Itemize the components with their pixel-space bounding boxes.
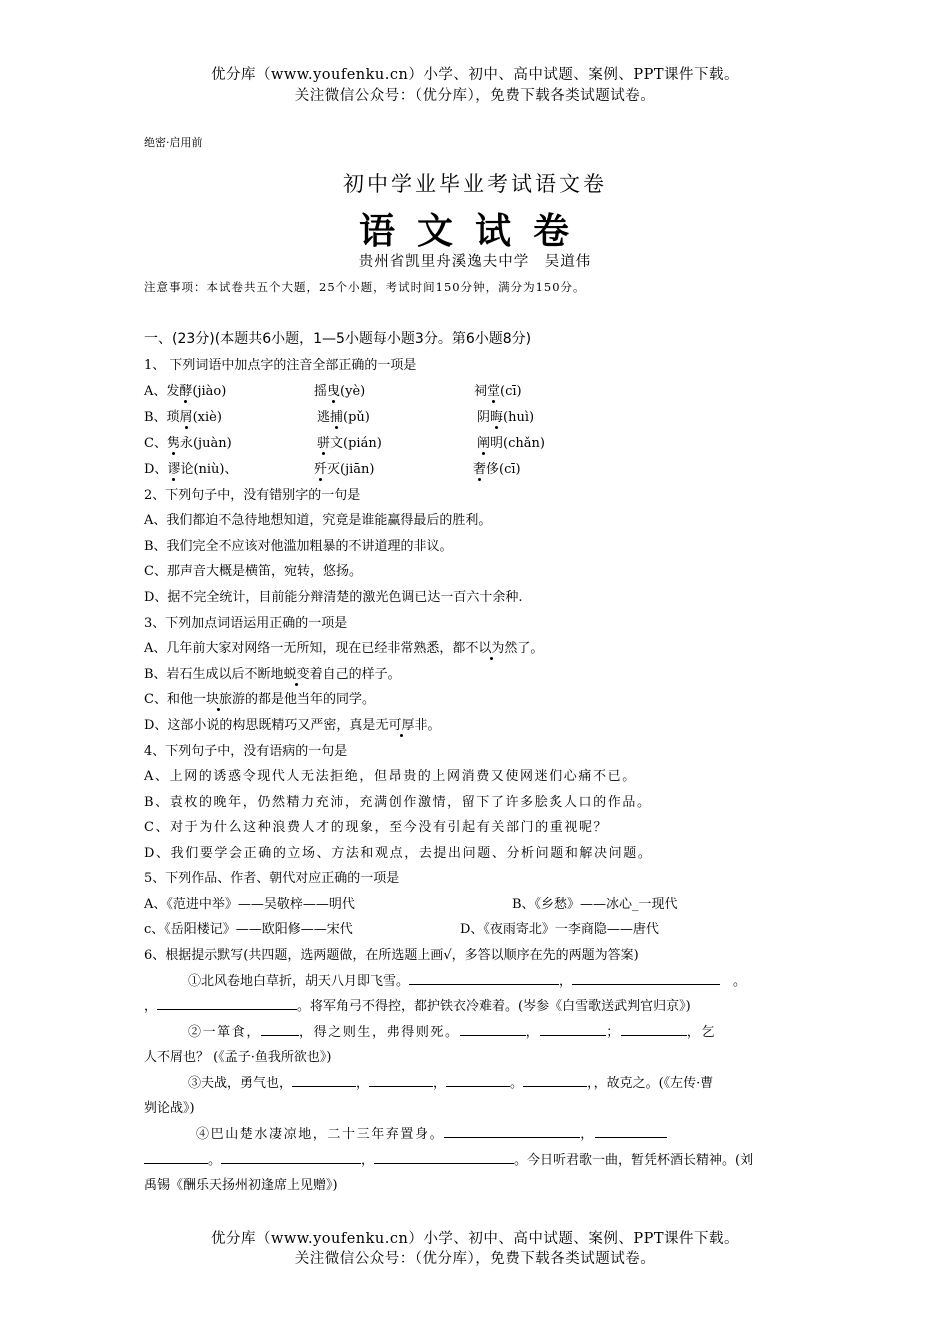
q6-item-4-line-2: 。 ， 。今日听君歌一曲，暂凭杯酒长精神。(刘 bbox=[144, 1149, 753, 1168]
answer-blank[interactable] bbox=[369, 1074, 433, 1087]
q5-option-a: A、《范进中举》——吴敬梓——明代 bbox=[144, 897, 355, 912]
answer-blank[interactable] bbox=[374, 1151, 514, 1164]
q2-option-c: C、那声音大概是横笛，宛转，悠扬。 bbox=[144, 564, 362, 579]
section-1-heading: 一、(23分)(本题共6小题，1—5小题每小题3分。第6小题8分) bbox=[144, 331, 532, 347]
q6-stem: 6、根据提示默写(共四题，选两题做，在所选题上画√，多答以顺序在先的两题为答案) bbox=[144, 948, 639, 963]
q6-item-1-line-2: ， 。将军角弓不得控，都护铁衣冷难着。(岑参《白雪歌送武判官归京》) bbox=[144, 999, 691, 1014]
answer-blank[interactable] bbox=[595, 1125, 667, 1138]
answer-blank[interactable] bbox=[572, 972, 720, 985]
exam-title: 语文试卷 bbox=[358, 210, 591, 252]
answer-blank[interactable] bbox=[540, 1023, 606, 1036]
q5-option-c: c、《岳阳楼记》——欧阳修——宋代 bbox=[144, 922, 353, 937]
q2-option-b: B、我们完全不应该对他滥加粗暴的不讲道理的非议。 bbox=[144, 539, 453, 554]
answer-blank[interactable] bbox=[523, 1074, 587, 1087]
answer-blank[interactable] bbox=[157, 997, 297, 1010]
q3-option-b: B、岩石生成以后不断地蜕变着自己的样子。 bbox=[144, 663, 401, 682]
q6-item-3-line-1: ③夫战，勇气也， ， ， 。 ，，故克之。(《左传·曹 bbox=[188, 1076, 714, 1091]
q2-stem: 2、下列句子中，没有错别字的一句是 bbox=[144, 488, 361, 503]
answer-blank[interactable] bbox=[460, 1023, 526, 1036]
secret-label: 绝密·启用前 bbox=[144, 136, 203, 149]
q1-option-a: A、发酵(jiào) 摇曳(yè) 祠堂(cī) bbox=[144, 380, 226, 399]
q4-option-a: A、上网的诱惑令现代人无法拒绝，但昂贵的上网消费又使网迷们心痛不已。 bbox=[144, 769, 637, 784]
notice: 注意事项：本试卷共五个大题，25个小题，考试时间150分钟，满分为150分。 bbox=[144, 280, 586, 294]
answer-blank[interactable] bbox=[221, 1151, 361, 1164]
q5-stem: 5、下列作品、作者、朝代对应正确的一项是 bbox=[144, 871, 400, 886]
footer-line-2: 关注微信公众号：（优分库），免费下载各类试题试卷。 bbox=[294, 1251, 656, 1267]
q4-option-b: B、袁枚的晚年，仍然精力充沛，充满创作激情，留下了许多脍炙人口的作品。 bbox=[144, 795, 652, 810]
q1-option-b: B、琐屑(xiè) 逃捕(pǔ) 阴晦(huì) bbox=[144, 406, 222, 425]
q6-item-4-line-3: 禹锡《酬乐天扬州初逢席上见赠》) bbox=[144, 1178, 338, 1193]
answer-blank[interactable] bbox=[621, 1023, 687, 1036]
q1-stem: 1、 下列词语中加点字的注音全部正确的一项是 bbox=[144, 358, 417, 373]
q6-item-1-line-1: ①北风卷地白草折，胡天八月即飞雪。 ， 。 bbox=[188, 974, 747, 989]
q4-option-d: D、我们要学会正确的立场、方法和观点，去提出问题、分析问题和解决问题。 bbox=[144, 846, 653, 861]
exam-subtitle: 初中学业毕业考试语文卷 bbox=[343, 172, 607, 196]
q3-stem: 3、下列加点词语运用正确的一项是 bbox=[144, 616, 348, 631]
q3-option-a: A、几年前大家对网络一无所知，现在已经非常熟悉，都不以为然了。 bbox=[144, 637, 543, 656]
q6-item-4-line-1: ④巴山楚水凄凉地，二十三年弃置身。 ， bbox=[196, 1123, 667, 1142]
q6-item-2-line-1: ②一箪食， ，得之则生，弗得则死。 ， ； ，乞 bbox=[188, 1025, 717, 1040]
q3-option-c: C、和他一块旅游的都是他当年的同学。 bbox=[144, 688, 375, 707]
q5-option-b: B、《乡愁》——冰心_一现代 bbox=[512, 897, 678, 912]
q4-stem: 4、下列句子中，没有语病的一句是 bbox=[144, 744, 348, 759]
q3-option-d: D、这部小说的构思既精巧又严密，真是无可厚非。 bbox=[144, 714, 440, 733]
q6-item-2-line-2: 人不屑也？ (《孟子·鱼我所欲也》) bbox=[144, 1050, 332, 1065]
q1-option-c: C、隽永(juàn) 骈文(pián) 阐明(chǎn) bbox=[144, 432, 232, 451]
header-line-2: 关注微信公众号：（优分库），免费下载各类试题试卷。 bbox=[294, 88, 656, 104]
q2-option-a: A、我们都迫不急待地想知道，究竟是谁能赢得最后的胜利。 bbox=[144, 513, 492, 528]
answer-blank[interactable] bbox=[444, 1125, 580, 1138]
footer-line-1: 优分库（www.youfenku.cn）小学、初中、高中试题、案例、PPT课件下载。 bbox=[210, 1231, 740, 1247]
school-author: 贵州省凯里舟溪逸夫中学 吴道伟 bbox=[358, 254, 592, 270]
q2-option-d: D、据不完全统计，目前能分辩清楚的激光色调已达一百六十余种. bbox=[144, 590, 523, 605]
answer-blank[interactable] bbox=[446, 1074, 510, 1087]
answer-blank[interactable] bbox=[409, 972, 559, 985]
answer-blank[interactable] bbox=[292, 1074, 356, 1087]
q1-option-d: D、谬论(niù)、 歼灭(jiān) 奢侈(cī) bbox=[144, 458, 238, 477]
q4-option-c: C、对于为什么这种浪费人才的现象，至今没有引起有关部门的重视呢？ bbox=[144, 820, 609, 835]
answer-blank[interactable] bbox=[261, 1023, 299, 1036]
q6-item-3-line-2: 刿论战》) bbox=[144, 1101, 195, 1116]
header-line-1: 优分库（www.youfenku.cn）小学、初中、高中试题、案例、PPT课件下载。 bbox=[210, 67, 740, 83]
answer-blank[interactable] bbox=[144, 1151, 208, 1164]
q5-option-d: D、《夜雨寄北》一李商隐——唐代 bbox=[460, 922, 659, 937]
